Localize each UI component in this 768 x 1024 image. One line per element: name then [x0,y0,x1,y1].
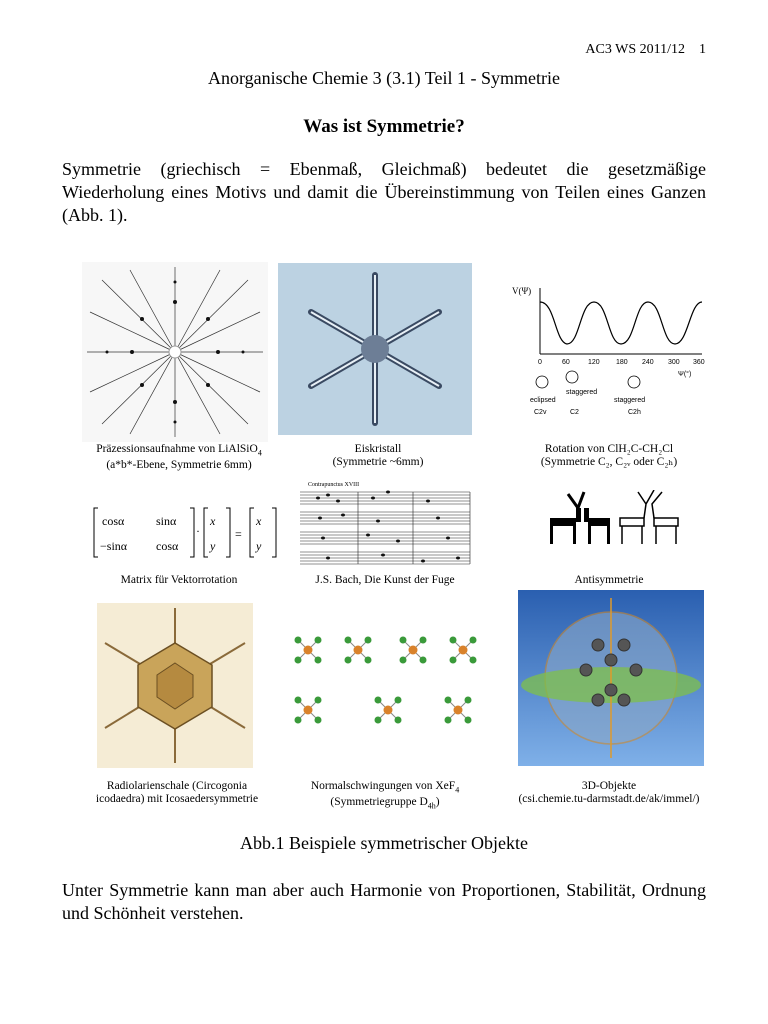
xef4-vibrations [283,630,483,745]
tick-240: 240 [642,359,654,366]
section-heading: Was ist Symmetrie? [303,116,465,137]
c2-label: C2 [570,409,579,416]
vec-x2: x [256,514,262,528]
score-title: Contrapunctus XVIII [308,482,360,488]
precession-image [82,262,268,442]
eclipsed-label: eclipsed [530,397,556,404]
m21: −sinα [100,539,128,553]
page-title: Anorganische Chemie 3 (3.1) Teil 1 - Symmetrie [207,68,560,88]
staggered-label-1: staggered [566,389,598,396]
psi-axis-label: Ψ(°) [678,371,692,378]
caption-xef4: Normalschwingungen von XeF$_4$ (Symmetriegruppe $D_{4h}$) [310,780,460,811]
m22: cosα [156,539,179,553]
3d-object-image [518,590,704,766]
caption-bach: J.S. Bach, Die Kunst der Fuge [315,574,455,586]
rotation-matrix [90,500,280,565]
caption-rotation: Rotation von ClH₂C-CH₂Cl (Symmetrie C₂, C₂ᵥ oder C₂ₕ) [540,443,678,468]
staggered-label-2: staggered [614,397,646,404]
caption-matrix: Matrix für Vektorrotation [120,574,238,586]
dot-op: · [196,524,200,538]
c2v-label: C2v [534,409,547,416]
tick-0: 0 [538,359,542,366]
caption-ice-crystal: Eiskristall (Symmetrie ~6mm) [332,443,424,468]
caption-3d-objects: 3D-Objekte (csi.chemie.tu-darmstadt.de/ak/immel/) [518,780,700,805]
tick-300: 300 [668,359,680,366]
eq-op: = [235,527,242,541]
caption-radiolaria: Radiolarienschale (Circogonia icodaedra) mit Icosaedersymmetrie [95,780,259,805]
closing-paragraph: Unter Symmetrie kann man aber auch Harmonie von Proportionen, Stabilität, Ordnung und Schönheit verstehen. [62,880,706,923]
vec-y2: y [256,539,262,553]
caption-antisymmetry: Antisymmetrie [574,574,644,586]
tick-120: 120 [588,359,600,366]
vec-y1: y [210,539,216,553]
page-number: 1 [699,42,706,57]
antisymmetry-deer [538,490,688,550]
rotation-plot [510,282,710,422]
radiolaria-image [97,603,253,768]
page-header [585,42,706,58]
figure-caption: Abb.1 Beispiele symmetrischer Objekte [240,833,528,853]
bach-score [298,478,472,570]
vec-x1: x [210,514,216,528]
course-label: AC3 WS 2011/12 [585,42,685,57]
v-axis-label: V(Ψ) [512,286,532,296]
tick-60: 60 [562,359,570,366]
tick-360: 360 [693,359,705,366]
tick-180: 180 [616,359,628,366]
m12: sinα [156,514,177,528]
ice-crystal-image [278,263,472,435]
c2h-label: C2h [628,409,641,416]
intro-paragraph: Symmetrie (griechisch = Ebenmaß, Gleichmaß) bedeutet die gesetzmäßige Wiederholung eines Motivs und damit die Übereinstimmung von Teilen eines Ganzen (Abb. 1). [62,159,706,225]
m11: cosα [102,514,125,528]
caption-precession: Präzessionsaufnahme von LiAlSiO$_4$ (a*b*-Ebene, Symmetrie 6mm) [96,443,262,472]
